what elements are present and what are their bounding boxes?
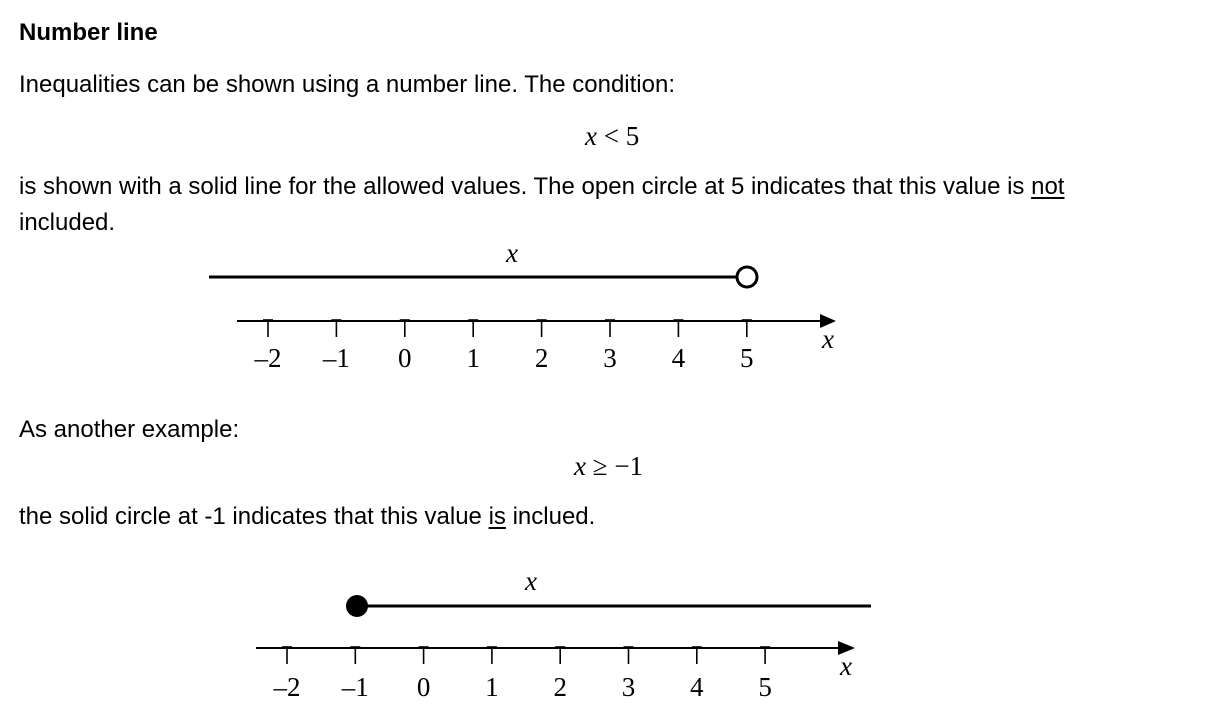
example1-explanation	[19, 173, 1064, 201]
axis-label: x	[822, 324, 834, 354]
inequality-1-variable: x	[585, 121, 597, 151]
line-label: x	[506, 238, 518, 268]
inequality-1-operator: <	[603, 121, 619, 151]
example2-lead: As another example:	[19, 416, 240, 443]
tick-label: –1	[322, 343, 350, 373]
example2-text-a: the solid circle at -1 indicates that this value	[19, 503, 489, 530]
inequality-2-operator: ≥	[592, 451, 608, 481]
inequality-2	[574, 451, 643, 481]
tick-label: 1	[466, 343, 480, 373]
tick-label: 1	[485, 672, 499, 702]
tick-label: 5	[740, 343, 754, 373]
number-line-figure-1	[0, 230, 1226, 380]
tick-label: 4	[671, 343, 686, 373]
line-label: x	[525, 566, 537, 596]
number-line-figure-2	[0, 558, 1226, 708]
inequality-2-value: −1	[614, 451, 644, 481]
tick-label: 2	[534, 343, 549, 373]
open-endpoint-circle	[737, 267, 757, 287]
example2-text-b: inclued.	[505, 503, 596, 530]
example1-text-a: is shown with a solid line for the allowed values. The open circle at 5 indicates that this value is	[19, 173, 1032, 200]
inequality-2-variable: x	[574, 451, 586, 481]
example2-explanation	[19, 503, 595, 531]
tick-label: 0	[398, 343, 412, 373]
tick-label: –2	[273, 672, 301, 702]
tick-label: –1	[341, 672, 369, 702]
closed-endpoint-dot	[346, 595, 368, 617]
section-heading: Number line	[19, 19, 158, 46]
example2-emphasis: is	[488, 503, 506, 530]
tick-label: 3	[621, 672, 636, 702]
inequality-1-value: 5	[625, 121, 640, 151]
example1-emphasis: not	[1031, 173, 1065, 200]
tick-label: 2	[553, 672, 567, 702]
axis-label: x	[840, 651, 852, 681]
tick-label: 0	[416, 672, 431, 702]
tick-label: 4	[690, 672, 704, 702]
example1-explanation-cont: included.	[19, 209, 116, 236]
intro-paragraph: Inequalities can be shown using a number line. The condition:	[19, 71, 675, 98]
tick-label: 5	[758, 672, 772, 702]
tick-label: –2	[254, 343, 282, 373]
inequality-1	[585, 121, 639, 151]
tick-label: 3	[603, 343, 617, 373]
